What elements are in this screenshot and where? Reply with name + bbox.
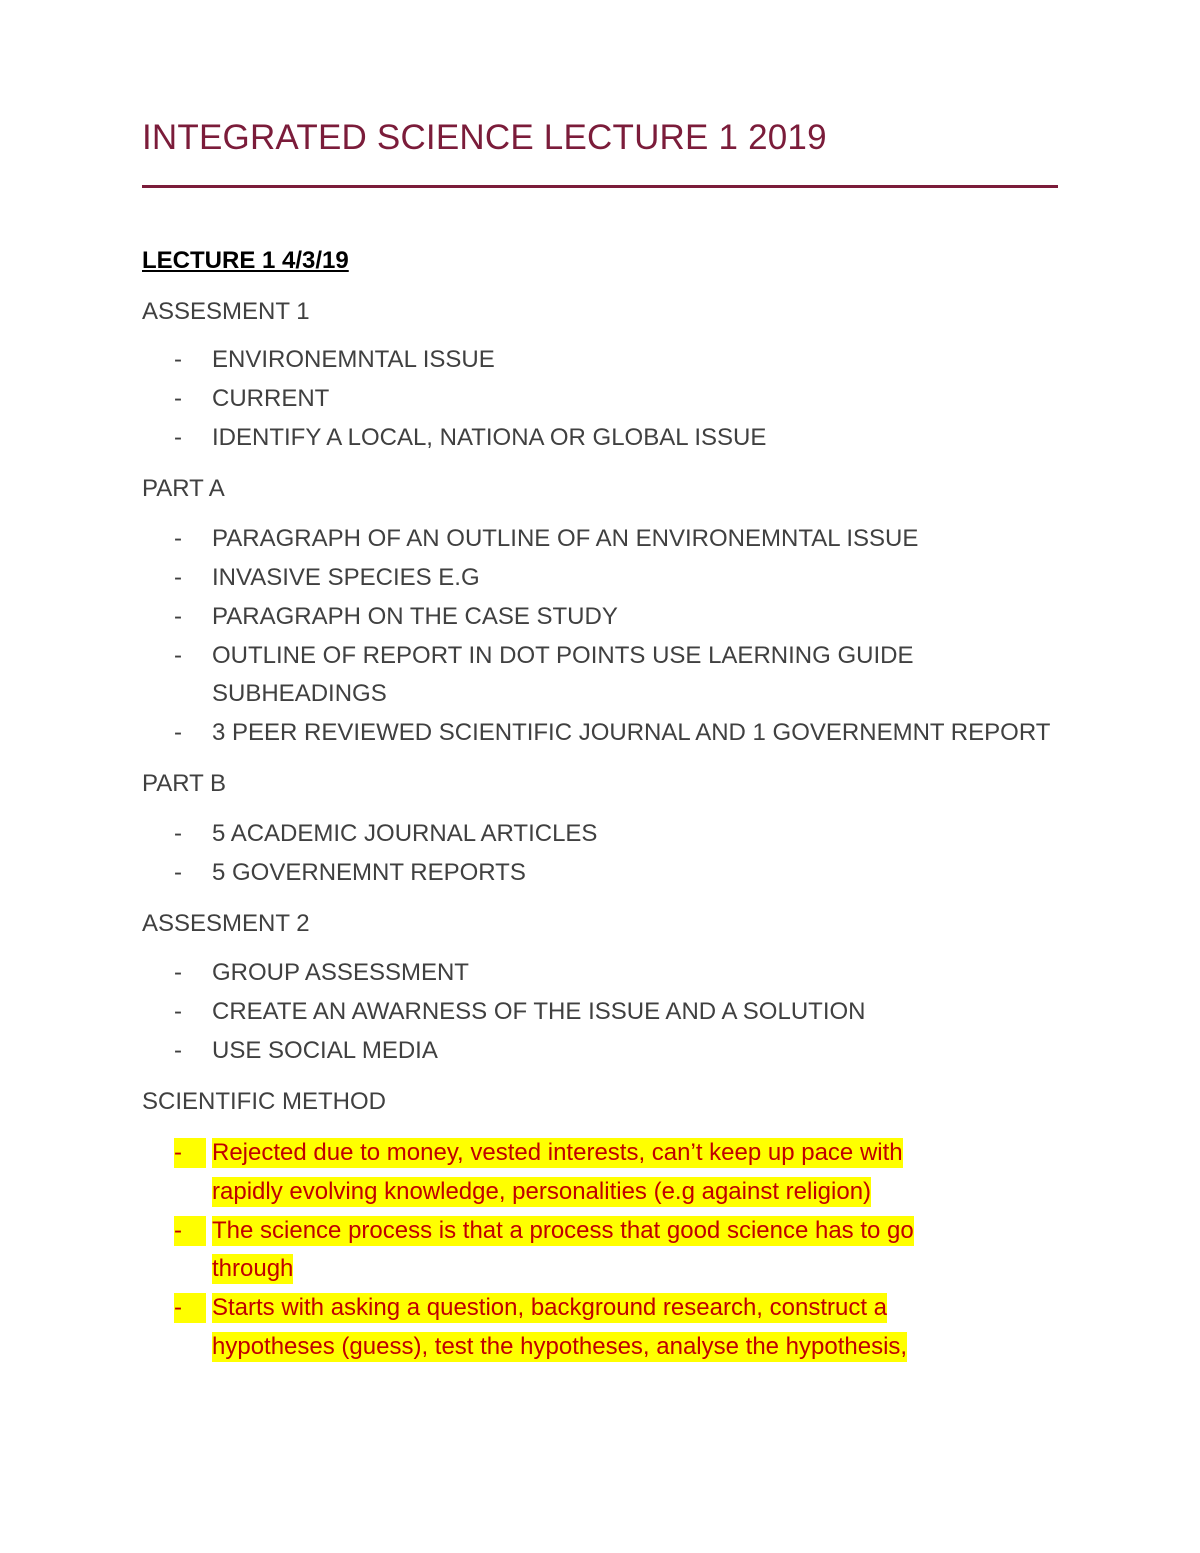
- bullet-item: CREATE AN AWARNESS OF THE ISSUE AND A SOLUTION: [212, 998, 866, 1025]
- bullet-item: INVASIVE SPECIES E.G: [212, 564, 480, 591]
- section-heading-scientific-method: SCIENTIFIC METHOD: [142, 1088, 386, 1115]
- lecture-heading: LECTURE 1 4/3/19: [142, 247, 349, 274]
- bullet-item: 5 ACADEMIC JOURNAL ARTICLES: [212, 820, 598, 847]
- bullet-item: 5 GOVERNEMNT REPORTS: [212, 859, 526, 886]
- bullet-dash-highlighted: -: [174, 1138, 206, 1168]
- document-title: INTEGRATED SCIENCE LECTURE 1 2019: [142, 118, 827, 157]
- bullet-dash: -: [174, 959, 182, 986]
- bullet-dash: -: [174, 346, 182, 373]
- bullet-item: OUTLINE OF REPORT IN DOT POINTS USE LAERNING GUIDE: [212, 642, 914, 669]
- bullet-dash: -: [174, 1037, 182, 1064]
- highlighted-bullet-item: The science process is that a process that good science has to go: [212, 1217, 914, 1244]
- bullet-dash: -: [174, 998, 182, 1025]
- highlighted-bullet-continuation: hypotheses (guess), test the hypotheses, analyse the hypothesis,: [212, 1333, 908, 1360]
- bullet-dash-highlighted: -: [174, 1216, 206, 1246]
- bullet-dash: -: [174, 525, 182, 552]
- bullet-dash: -: [174, 642, 182, 669]
- highlighted-bullet-item: Starts with asking a question, background research, construct a: [212, 1294, 888, 1321]
- section-heading-assesment-2: ASSESMENT 2: [142, 910, 310, 937]
- bullet-item-continuation: SUBHEADINGS: [212, 680, 387, 707]
- bullet-dash: -: [174, 603, 182, 630]
- bullet-item: ENVIRONEMNTAL ISSUE: [212, 346, 495, 373]
- bullet-item: 3 PEER REVIEWED SCIENTIFIC JOURNAL AND 1 GOVERNEMNT REPORT: [212, 719, 1051, 746]
- bullet-dash: -: [174, 820, 182, 847]
- bullet-item: PARAGRAPH ON THE CASE STUDY: [212, 603, 618, 630]
- section-heading-part-a: PART A: [142, 475, 225, 502]
- bullet-dash: -: [174, 859, 182, 886]
- bullet-item: CURRENT: [212, 385, 330, 412]
- bullet-dash: -: [174, 385, 182, 412]
- bullet-item: PARAGRAPH OF AN OUTLINE OF AN ENVIRONEMNTAL ISSUE: [212, 525, 919, 552]
- section-heading-part-b: PART B: [142, 770, 227, 797]
- title-divider: [142, 185, 1058, 188]
- bullet-item: GROUP ASSESSMENT: [212, 959, 469, 986]
- section-heading-assesment-1: ASSESMENT 1: [142, 298, 310, 325]
- bullet-dash-highlighted: -: [174, 1293, 206, 1323]
- bullet-item: USE SOCIAL MEDIA: [212, 1037, 438, 1064]
- highlighted-bullet-item: Rejected due to money, vested interests, can’t keep up pace with: [212, 1139, 903, 1166]
- bullet-item: IDENTIFY A LOCAL, NATIONA OR GLOBAL ISSUE: [212, 424, 767, 451]
- bullet-dash: -: [174, 424, 182, 451]
- bullet-dash: -: [174, 719, 182, 746]
- highlighted-bullet-continuation: through: [212, 1255, 294, 1282]
- bullet-dash: -: [174, 564, 182, 591]
- highlighted-bullet-continuation: rapidly evolving knowledge, personalities (e.g against religion): [212, 1178, 872, 1205]
